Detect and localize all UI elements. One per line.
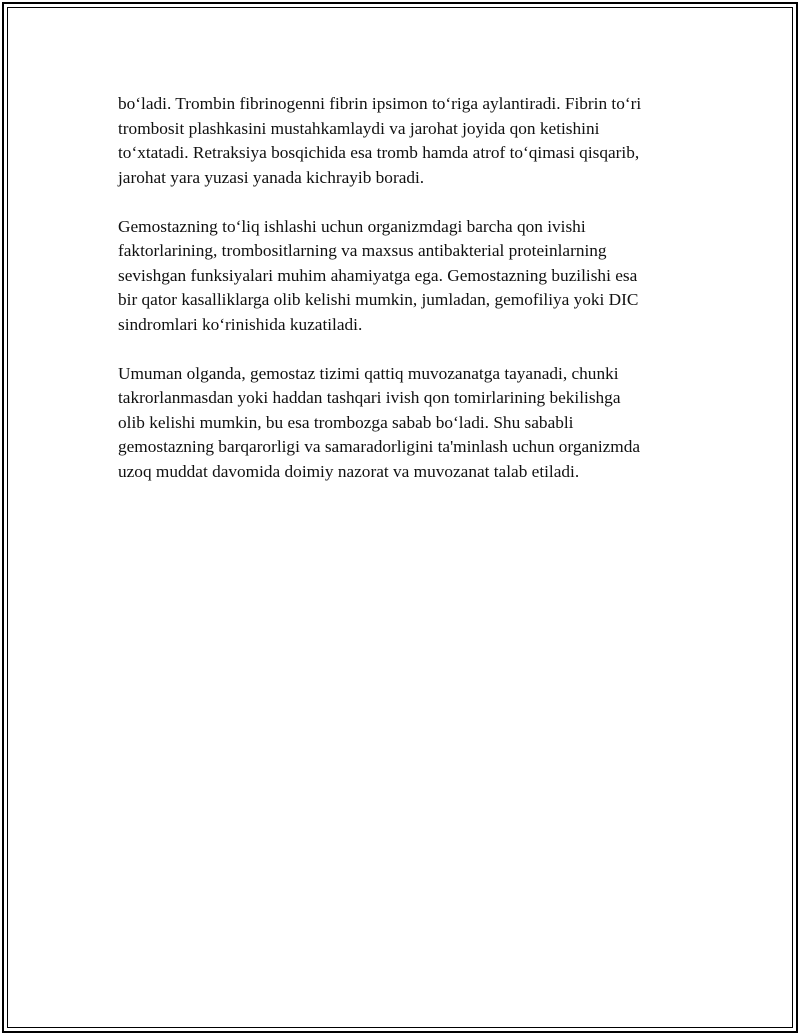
paragraph-2: Gemostazning to‘liq ishlashi uchun organizmdagi barcha qon ivishi faktorlarining, trombositlarning va maxsus antibakterial proteinlarning sevishgan funksiyalari muhim ahamiyatga ega. Gemostazning buzilishi esa bir qator kasalliklarga olib kelishi mumkin, jumladan, gemofiliya yoki DIC sindromlari ko‘rinishida kuzatiladi. <box>118 216 639 334</box>
paragraph-3: Umuman olganda, gemostaz tizimi qattiq muvozanatga tayanadi, chunki takrorlanmasdan yoki haddan tashqari ivish qon tomirlarining bekilishga olib kelishi mumkin, bu esa trombozga sabab bo‘ladi. Shu sababli gemostazning barqarorligi va samaradorligini ta'minlash uchun organizmda uzoq muddat davomida doimiy nazorat va muvozanat talab etiladi. <box>118 363 641 481</box>
paragraph-1: bo‘ladi. Trombin fibrinogenni fibrin ipsimon to‘riga aylantiradi. Fibrin to‘ri trombosit plashkasini mustahkamlaydi va jarohat joyida qon ketishini to‘xtatadi. Retraksiya bosqichida esa tromb hamda atrof to‘qimasi qisqarib, jarohat yara yuzasi yanada kichrayib boradi. <box>118 94 642 187</box>
document-body <box>118 92 698 509</box>
